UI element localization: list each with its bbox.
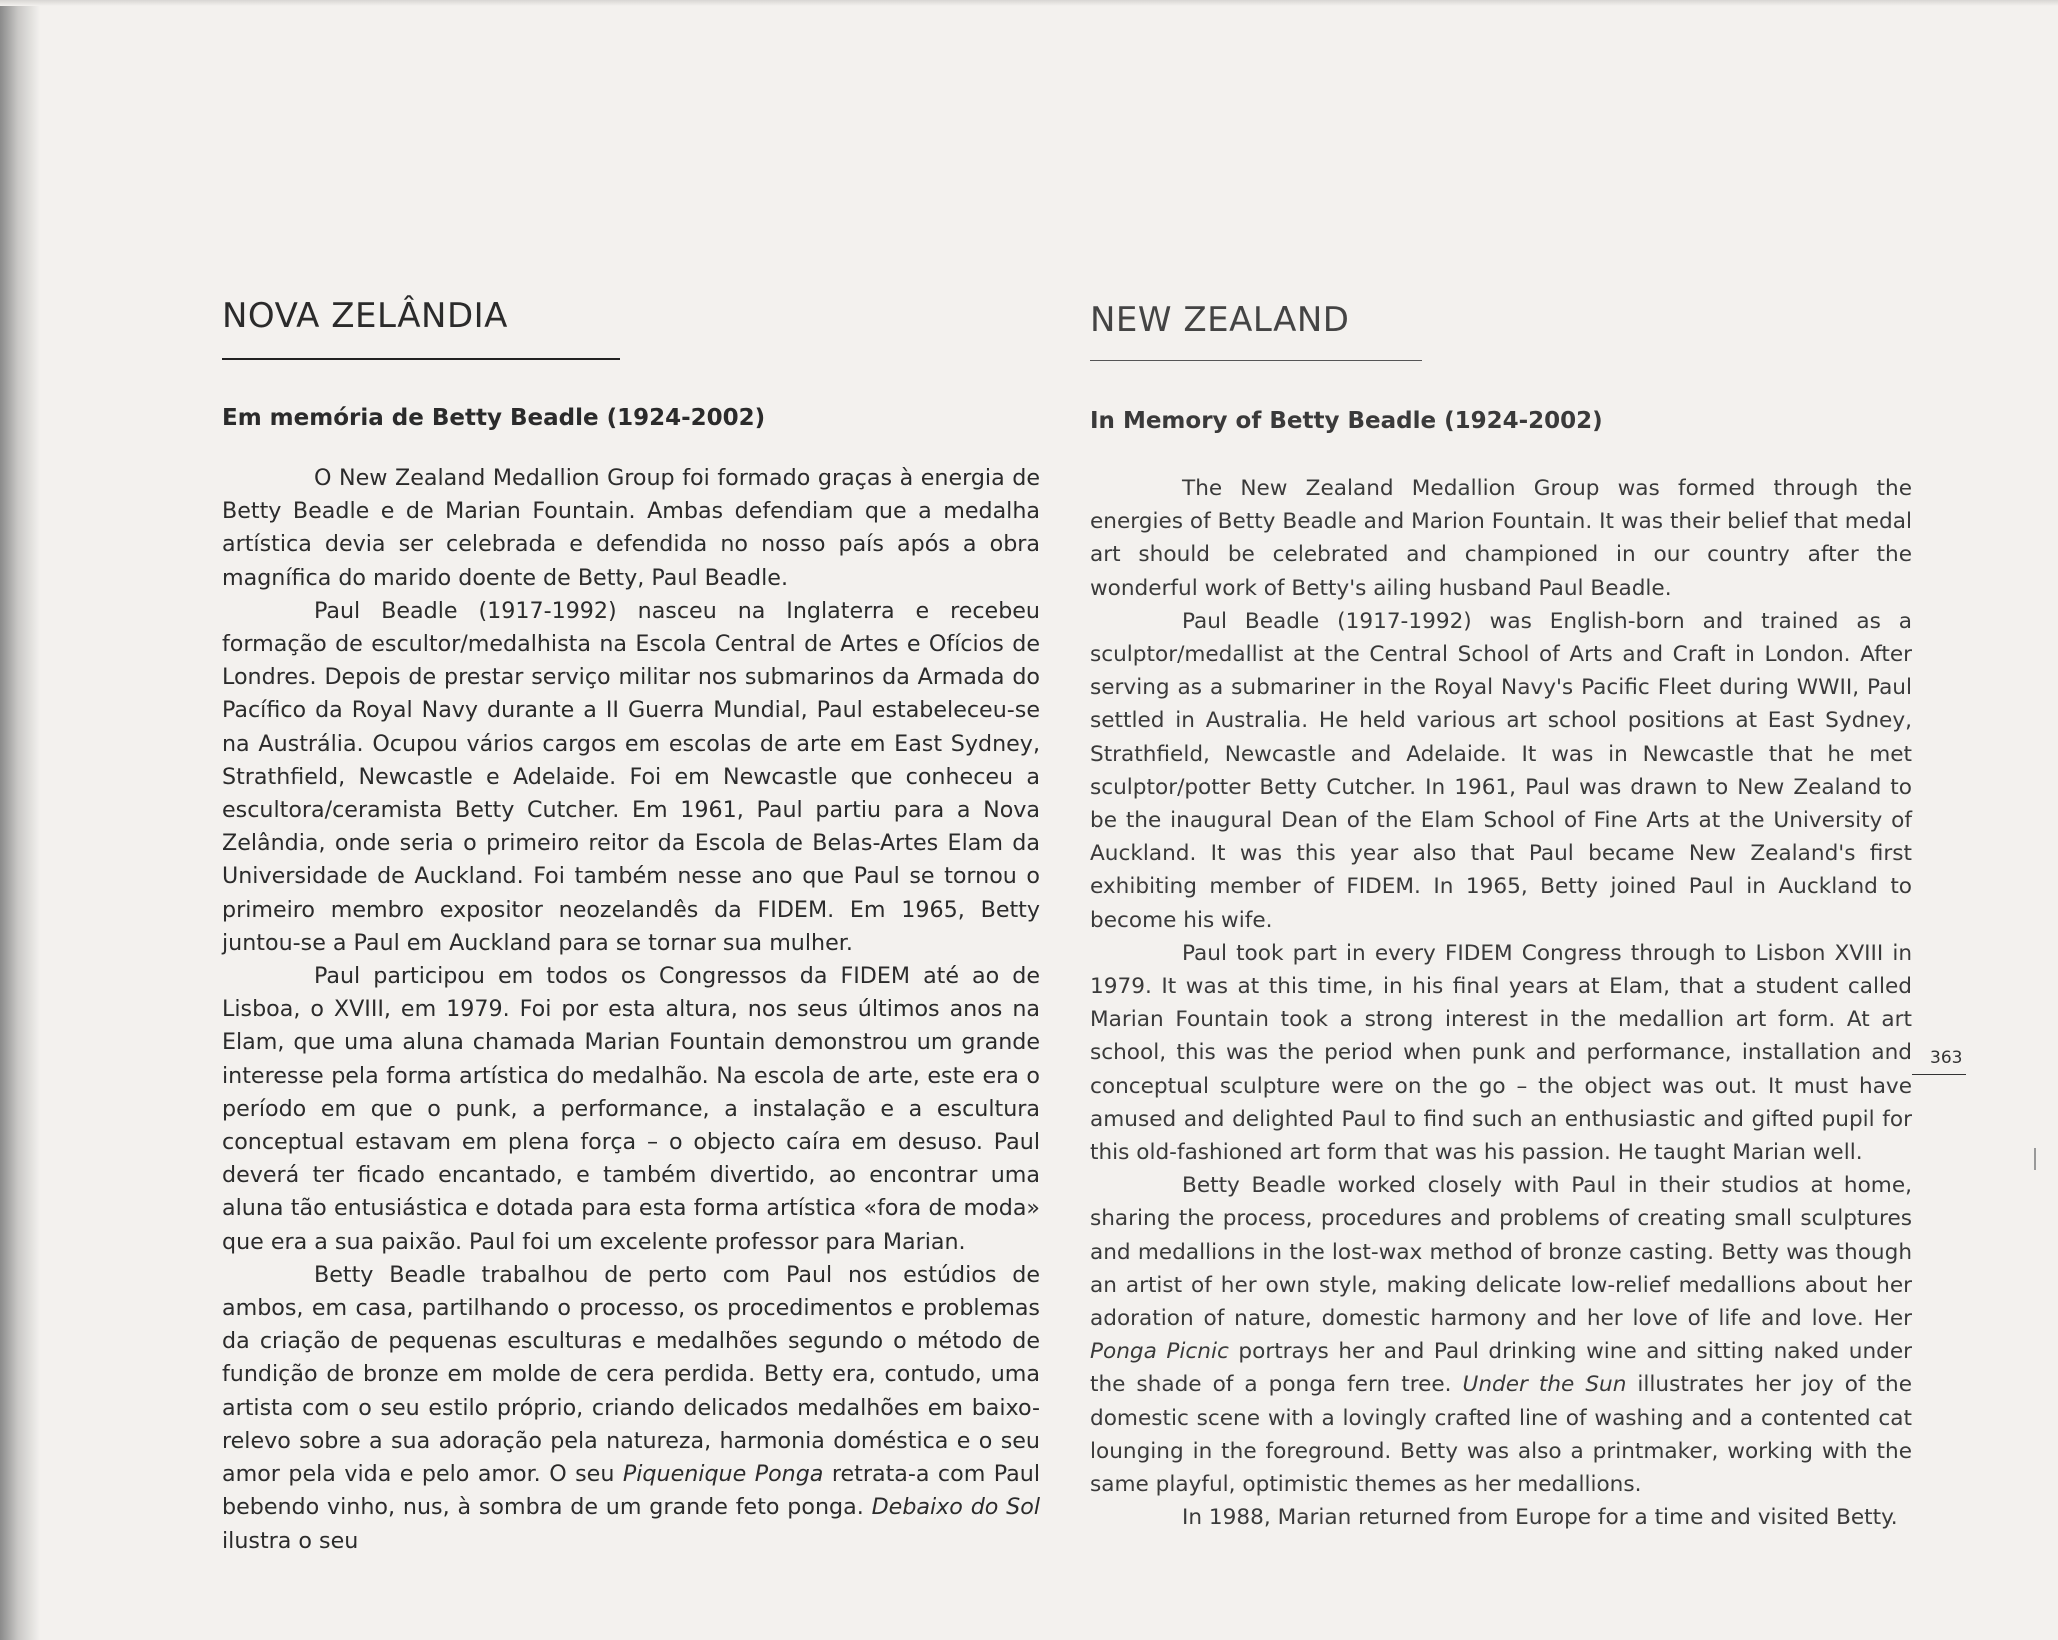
book-gutter-shadow: [0, 0, 40, 1640]
page-number-rule: [1912, 1074, 1966, 1075]
paragraph-4-text: portrays her and Paul drinking wine and sitting naked under the shade of a ponga fern tree.: [1090, 1339, 1912, 1398]
paragraph-4: [222, 1259, 1040, 1558]
paragraph-4-text: illustrates her joy of the domestic scene with a lovingly crafted line of washing and a contented cat lounging in the foreground. Betty was also a printmaker, working with the same playful, optimistic themes as her medallions.: [1090, 1372, 1912, 1498]
artwork-title-ponga-picnic: Ponga Picnic: [1090, 1339, 1229, 1365]
paragraph-3: Paul took part in every FIDEM Congress through to Lisbon XVIII in 1979. It was at this time, in his final years at Elam, that a student called Marian Fountain took a strong interest in the medallion art form. At art school, this was the period when punk and performance, installation and conceptual sculpture were on the go – the object was out. It must have amused and delighted Paul to find such an enthusiastic and gifted pupil for this old-fashioned art form that was his passion. He taught Marian well.: [1090, 940, 1912, 1166]
body-text-pt: [222, 462, 1040, 1558]
paragraph-2: Paul Beadle (1917-1992) nasceu na Inglaterra e recebeu formação de escultor/medalhista na Escola Central de Artes e Ofícios de Londres. Depois de prestar serviço militar nos submarinos da Armada do Pacífico da Royal Navy durante a II Guerra Mundial, Paul estabeleceu-se na Austrália. Ocupou vários cargos em escolas de arte em East Sydney, Strathfield, Newcastle e Adelaide. Foi em Newcastle que conheceu a escultora/ceramista Betty Cutcher. Em 1961, Paul partiu para a Nova Zelândia, onde seria o primeiro reitor da Escola de Belas-Artes Elam da Universidade de Auckland. Foi também nesse ano que Paul se tornou o primeiro membro expositor neozelandês da FIDEM. Em 1965, Betty juntou-se a Paul em Auckland para se tornar sua mulher.: [222, 597, 1040, 956]
heading-rule: [222, 358, 620, 360]
page-top-edge: [0, 0, 2058, 6]
page-number: 363: [1930, 1048, 1963, 1068]
paragraph-2: Paul Beadle (1917-1992) was English-born and trained as a sculptor/medallist at the Central School of Arts and Craft in London. After serving as a submariner in the Royal Navy's Pacific Fleet during WWII, Paul settled in Australia. He held various art school positions at East Sydney, Strathfield, Newcastle and Adelaide. It was in Newcastle that he met sculptor/potter Betty Cutcher. In 1961, Paul was drawn to New Zealand to be the inaugural Dean of the Elam School of Fine Arts at the University of Auckland. It was this year also that Paul became New Zealand's first exhibiting member of FIDEM. In 1965, Betty joined Paul in Auckland to become his wife.: [1090, 608, 1912, 933]
paragraph-4-text: retrata-a com Paul bebendo vinho, nus, à sombra de um grande feto ponga.: [222, 1461, 1040, 1521]
subtitle-in-memory: In Memory of Betty Beadle (1924-2002): [1090, 408, 1603, 434]
heading-nova-zelandia: NOVA ZELÂNDIA: [222, 296, 508, 336]
heading-new-zealand: NEW ZEALAND: [1090, 300, 1350, 340]
paragraph-3: Paul participou em todos os Congressos da FIDEM até ao de Lisboa, o XVIII, em 1979. Foi por esta altura, nos seus últimos anos na Elam, que uma aluna chamada Marian Fountain demonstrou um grande interesse pela forma artística do medalhão. Na escola de arte, este era o período em que o punk, a performance, a instalação e a escultura conceptual estavam em plena força – o objecto caíra em desuso. Paul deverá ter ficado encantado, e também divertido, ao encontrar uma aluna tão entusiástica e dotada para esta forma artística «fora de moda» que era a sua paixão. Paul foi um excelente professor para Marian.: [222, 963, 1040, 1255]
page-edge-mark: [2034, 1148, 2036, 1170]
subtitle-memoria: Em memória de Betty Beadle (1924-2002): [222, 405, 766, 431]
artwork-title-under-the-sun: Under the Sun: [1462, 1372, 1627, 1398]
artwork-title-debaixo-do-sol: Debaixo do Sol: [871, 1494, 1040, 1521]
body-text-en: [1090, 472, 1912, 1535]
paragraph-4: [1090, 1169, 1912, 1501]
paragraph-4-text: Betty Beadle trabalhou de perto com Paul nos estúdios de ambos, em casa, partilhando o processo, os procedimentos e problemas da criação de pequenas esculturas e medalhões segundo o método de fundição de bronze em molde de cera perdida. Betty era, contudo, uma artista com o seu estilo próprio, criando delicados medalhões em baixo-relevo sobre a sua adoração pela natureza, harmonia doméstica e o seu amor pela vida e pelo amor. O seu: [222, 1261, 1040, 1488]
paragraph-4-text: ilustra o seu: [222, 1527, 359, 1554]
paragraph-1: O New Zealand Medallion Group foi formado graças à energia de Betty Beadle e de Marian Fountain. Ambas defendiam que a medalha artística devia ser celebrada e defendida no nosso país após a obra magnífica do marido doente de Betty, Paul Beadle.: [222, 465, 1040, 591]
artwork-title-piquenique-ponga: Piquenique Ponga: [622, 1461, 824, 1488]
paragraph-4-text: Betty Beadle worked closely with Paul in their studios at home, sharing the process, procedures and problems of creating small sculptures and medallions in the lost-wax method of bronze casting. Betty was though an artist of her own style, making delicate low-relief medallions about her adoration of nature, domestic harmony and her love of life and love. Her: [1090, 1173, 1912, 1332]
heading-rule: [1090, 360, 1422, 361]
paragraph-5: In 1988, Marian returned from Europe for a time and visited Betty.: [1182, 1505, 1898, 1531]
paragraph-1: The New Zealand Medallion Group was formed through the energies of Betty Beadle and Marion Fountain. It was their belief that medal art should be celebrated and championed in our country after the wonderful work of Betty's ailing husband Paul Beadle.: [1090, 476, 1912, 601]
